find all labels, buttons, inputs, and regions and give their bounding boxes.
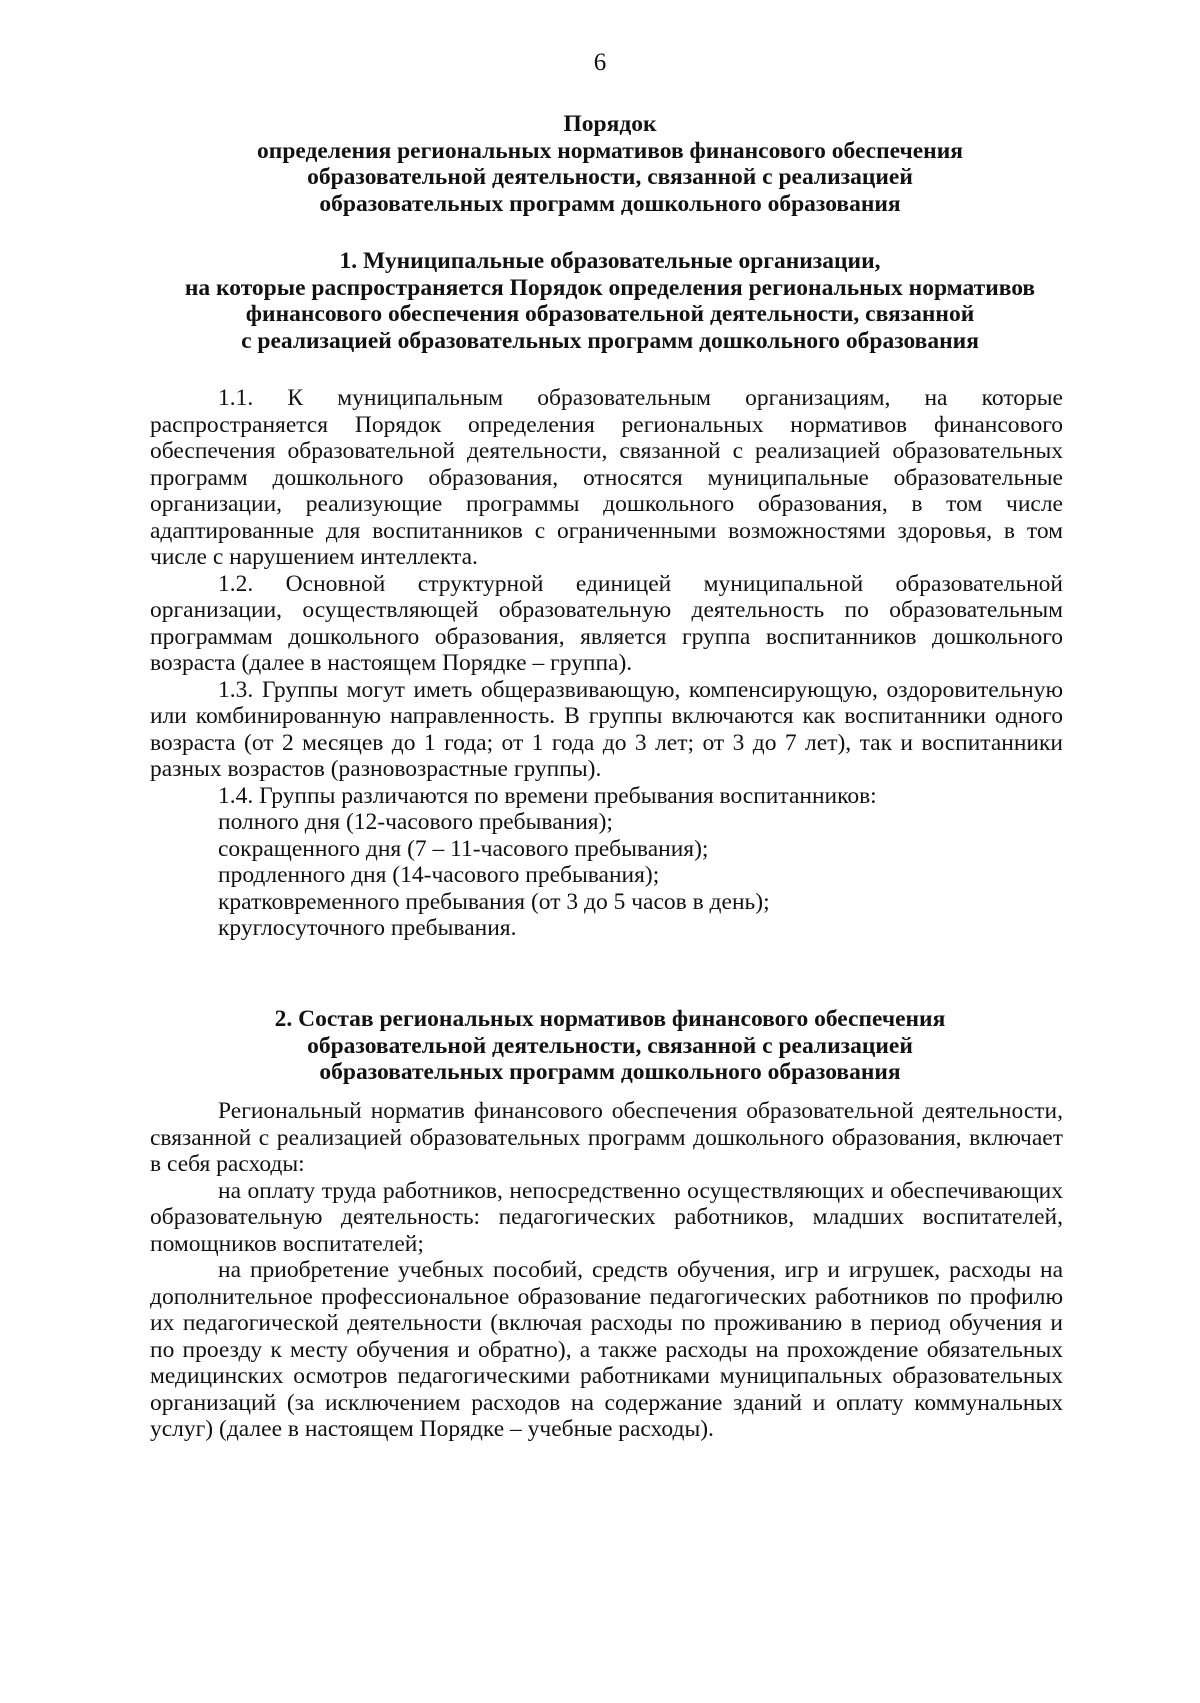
section-1-heading-line: на которые распространяется Порядок определения региональных нормативов [184, 274, 1036, 301]
paragraph-1-3: 1.3. Группы могут иметь общеразвивающую, компенсирующую, оздоровительную или комбинированную направленность. В группы включаются как воспитанники одного возраста (от 2 месяцев до 1 года; от 1 года до 3 лет; от 3 до 7 лет), так и воспитанники разных возрастов (разновозрастные группы). [150, 676, 1063, 782]
paragraph-2-study-costs: на приобретение учебных пособий, средств обучения, игр и игрушек, расходы на дополнительное профессиональное образование педагогических работников по профилю их педагогической деятельности (включая расходы по проживанию в период обучения и по проезду к месту обучения и обратно), а также расходы на прохождение обязательных медицинских осмотров педагогическими работниками муниципальных образовательных организаций (за исключением расходов на содержание зданий и оплату коммунальных услуг) (далее в настоящем Порядке – учебные расходы). [150, 1257, 1063, 1442]
document-title [150, 111, 1070, 217]
stay-type-item: кратковременного пребывания (от 3 до 5 часов в день); [218, 888, 770, 915]
section-2-heading-line: 2. Состав региональных нормативов финансового обеспечения [274, 1006, 946, 1032]
paragraph-2-labor-costs: на оплату труда работников, непосредственно осуществляющих и обеспечивающих образовательную деятельность: педагогических работников, младших воспитателей, помощников воспитателей; [150, 1177, 1063, 1257]
paragraph-1-2: 1.2. Основной структурной единицей муниципальной образовательной организации, осуществляющей образовательную деятельность по образовательным программам дошкольного образования, является группа воспитанников дошкольного возраста (далее в настоящем Порядке – группа). [150, 570, 1063, 676]
section-2-heading [150, 1006, 1070, 1086]
stay-type-item: круглосуточного пребывания. [218, 915, 517, 941]
title-line: образовательной деятельности, связанной с реализацией [307, 164, 913, 190]
title-line: образовательных программ дошкольного образования [319, 190, 901, 217]
section-1-heading [150, 248, 1070, 354]
title-line: определения региональных нормативов финансового обеспечения [257, 137, 963, 164]
page-number: 6 [593, 49, 607, 76]
section-1-heading-line: финансового обеспечения образовательной деятельности, связанной [245, 301, 975, 327]
section-1-heading-line: 1. Муниципальные образовательные организации, [339, 248, 881, 274]
paragraph-1-1: 1.1. К муниципальным образовательным организациям, на которые распространяется Порядок определения региональных нормативов финансового обеспечения образовательной деятельности, связанной с реализацией образовательных программ дошкольного образования, относятся муниципальные образовательные организации, реализующие программы дошкольного образования, в том числе адаптированные для воспитанников с ограниченными возможностями здоровья, в том числе с нарушением интеллекта. [150, 385, 1063, 570]
section-2-heading-line: образовательной деятельности, связанной с реализацией [307, 1032, 913, 1059]
stay-type-item: сокращенного дня (7 – 11-часового пребывания); [218, 835, 709, 862]
section-1-heading-line: с реализацией образовательных программ дошкольного образования [241, 327, 979, 354]
stay-type-item: полного дня (12-часового пребывания); [218, 809, 613, 835]
paragraph-1-4: 1.4. Группы различаются по времени пребывания воспитанников: [218, 782, 877, 809]
paragraph-2-intro: Региональный норматив финансового обеспечения образовательной деятельности, связанной с реализацией образовательных программ дошкольного образования, включает в себя расходы: [150, 1098, 1063, 1177]
stay-type-item: продленного дня (14-часового пребывания); [218, 862, 660, 888]
title-line: Порядок [563, 111, 657, 137]
section-2-body [150, 1098, 1063, 1443]
section-1-body [150, 385, 1063, 942]
section-2-heading-line: образовательных программ дошкольного образования [319, 1059, 901, 1085]
